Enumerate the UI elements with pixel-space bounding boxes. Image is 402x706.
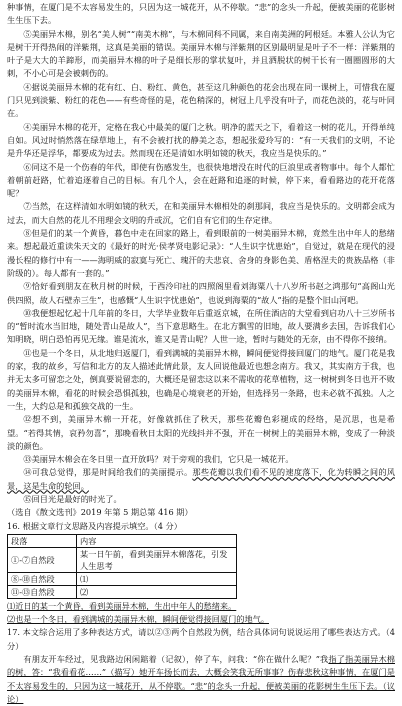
paragraph-14: ⑭可我总觉得，那是时间给我们的美丽提示。那些花瓣以我们看不见的速度落下，化为转瞬之间的风景，这是生命的轮回。	[7, 467, 395, 491]
table-row	[8, 585, 237, 598]
table-cell: ⑵	[77, 585, 237, 598]
paragraph-7: ⑦当然，在这样清如水明如镜的秋天，在和美丽异木棉相处的刹那间，我应当是快乐的。文明都会成为过去，而大自然的花儿不用理会文明的升或沉，它们自有它们的生存定律。	[7, 201, 395, 225]
paragraph-11: ⑪也是一个冬日，从北地归返厦门，看到满城的美丽异木棉，瞬间便觉得接回厦门的地气。厦门花是我的家，我的故乡，写信和北方的友人描述此情此景，友人回说他最近也想念南方。我又，其实南方于我，也并无太多可留恋之处，倒真要说留恋的，大概还是留恋这以来不需收的花草植物，这一树树到冬日也开不败的美丽异木棉，看花的时候会恐惧孤独，也确是心境衰老的开始，但选择另一条路，也未必就不孤独。人之一生，大约总是和孤独交战的一生。	[7, 347, 395, 411]
paragraph-6: ⑥同这不是一个伤春的年代，即使有伤感发生，也很快地增没在时代的巨浪里或者物事中。每个人都忙着朝前赶路，忙着追逐着自己的目标。有几个人，会在赶路和追逐的时候，停下来，看看路边的花开花落呢？	[7, 161, 395, 199]
table-row	[8, 547, 237, 572]
paragraph-10: ⑩我便想起忆起十几年前的冬日，大学毕业数年后重返京城，在所住酒店的大堂看到启功八十三岁所书的“暂时流水当旧地，随处青山是故人”，当下意思略生。在北方飘雪的旧地，故人要满乡去国，告诉我们心知明晓，明白恐怕再见无缘。谁是流水，谁又是青山呢？人世一途，暂时与随处的无奈，由不得你不接纳。	[7, 307, 395, 345]
paragraph-0: 种事情，在厦门是不太容易发生的，只因为这一城花开，从不停歇。“悲”的念头一升起，便被美丽的花影树生生压下去。	[7, 2, 395, 26]
source-note: （选自《散文选刊》2019 年第 5 期总第 416 期）	[7, 507, 193, 518]
paragraph-3: ⑤美丽异木棉，别名“美人树”“南美木棉”，与木棉同科不同属，来自南美洲的阿根廷。本雅人公认为它是树干开得热闹的洋紫荆，这真是美丽的错误。美丽异木棉与洋紫荆的区别最明显是叶子不一样：洋紫荆的叶子是大大的羊蹄形，而美丽异木棉的叶子是细长形的掌状复叶，并且洒脱状的树干长有一圈圈圆形的大刺，不小心可是会被刺伤的。	[7, 28, 395, 79]
table-cell: ⑪-⑬自然段	[8, 585, 77, 598]
table-cell: ⑴	[77, 572, 237, 585]
answer-line-1: ⑴近日的某一个黄昏，看到美丽异木棉，生出中年人的愁绪来。	[7, 600, 237, 611]
paragraph-4: ④据说美丽异木棉的花有红、白、粉红、黄色，甚至这几种颜色的花会出现在同一课树上，可惜我在厦门只见到淡紫、粉红的花色——有些奇怪的是，花色稍深的，树冠上几乎没有叶子，而花色淡的，花与叶同在。	[7, 81, 395, 119]
table-cell: ⑧-⑩自然段	[8, 572, 77, 585]
paragraph-5: ④美丽异木棉的花开，定格在我心中最美的厦门之秋。明净的蓝天之下，看着这一树的花儿，开得单纯自如。风过时悄然落在绿草地上，有不会被打扰的静美之态，想起张爱玲写的：“有一天我们的文明，不论是升华还是浮华，都要成为过去。然而现在还是清如水明如镜的秋天，我应当是快乐的。”	[7, 121, 395, 159]
table-cell: ①-⑦自然段	[8, 547, 77, 572]
question-16-table	[7, 534, 237, 599]
table-row	[8, 572, 237, 585]
question-17-example: 有朋友开车经过，见我路边闲闲踮着（记叙），停了车，问我：“你在做什么呢？”我指了指美丽异木棉的树，答：“我看看花……”（描写）她开车扬长而去，大概会笑我无所事事？伤春悲秋这种事情，在厦门是不太容易发生的，只因为这一城花开，从不停歇。“悲”的念头一升起，便被美丽的花影树生生压下去。（议论）	[7, 654, 395, 704]
table-header-cell: 段落	[8, 534, 77, 547]
paragraph-9: ⑨恰好看到朋友在秋月树的时候，于西泠印社的四照阁里看刘海粟八十八岁所书赵之鸿那句“高阁山光供四照，故人石壁赤三生”，也感慨“人生识字忧患始”，也说到海粟的“故人”指的是整个旧山河吧。	[7, 281, 395, 305]
table-header-row	[8, 534, 237, 547]
wavy-underlined-sentence: 那些花瓣以我们看不见的速度落下，化为转瞬之间的风景，这是生命的轮回。	[7, 467, 395, 491]
paragraph-15: ⑮回目光是最好的时光了。	[23, 493, 122, 504]
table-cell: 某一日午前，看到美丽异木棉落花，引发人生思考	[77, 547, 237, 572]
question-17: 17. 本文综合运用了多种表达方式，请以②③两个自然段为例，结合具体词句说说运用了哪些表达方式。（4 分）	[7, 627, 395, 651]
paragraph-12: ⑫想不到，美丽异木棉一开花，好像就抓住了秋天，那些花瓣色彩褪成的经络，是沉思，也是希望。“若得其情，哀矜勿喜”，那晚看秋日太阳的光线抖并不强，开在一树树上的美丽异木棉，变成了一种淡淡的颜色。	[7, 414, 395, 451]
answer-line-2: ⑵也是一个冬日，看到满城的美丽异木棉，瞬间便觉得接回厦门的地气。	[7, 614, 270, 625]
question-16: 16. 根据文章行文思路及内容提示填空。（4 分）	[7, 520, 182, 531]
paragraph-13: ⑬美丽异木棉会在冬日里一直开放吗？对于旁观的我们，它只是一城花开。	[23, 454, 294, 465]
paragraph-8: ⑧但是们的某一个黄昏，暮色中走在回家的路上，看到眼前的一树美丽异木棉，竟然生出中年人的愁绪来。想起最近重读朱天文的《最好的时光·侯孝贤电影记录》：“人生识字忧患始”，自觉过，就是在现代的浸漫长程的修行中有一——海明威的寂寞与死亡、瑰汗的夫悲哀、舍身的身影色美、盾格涅夫的贵族品格（非阶级的）。每人都有一套的。”	[7, 228, 395, 278]
table-header-cell: 内容	[77, 534, 237, 547]
